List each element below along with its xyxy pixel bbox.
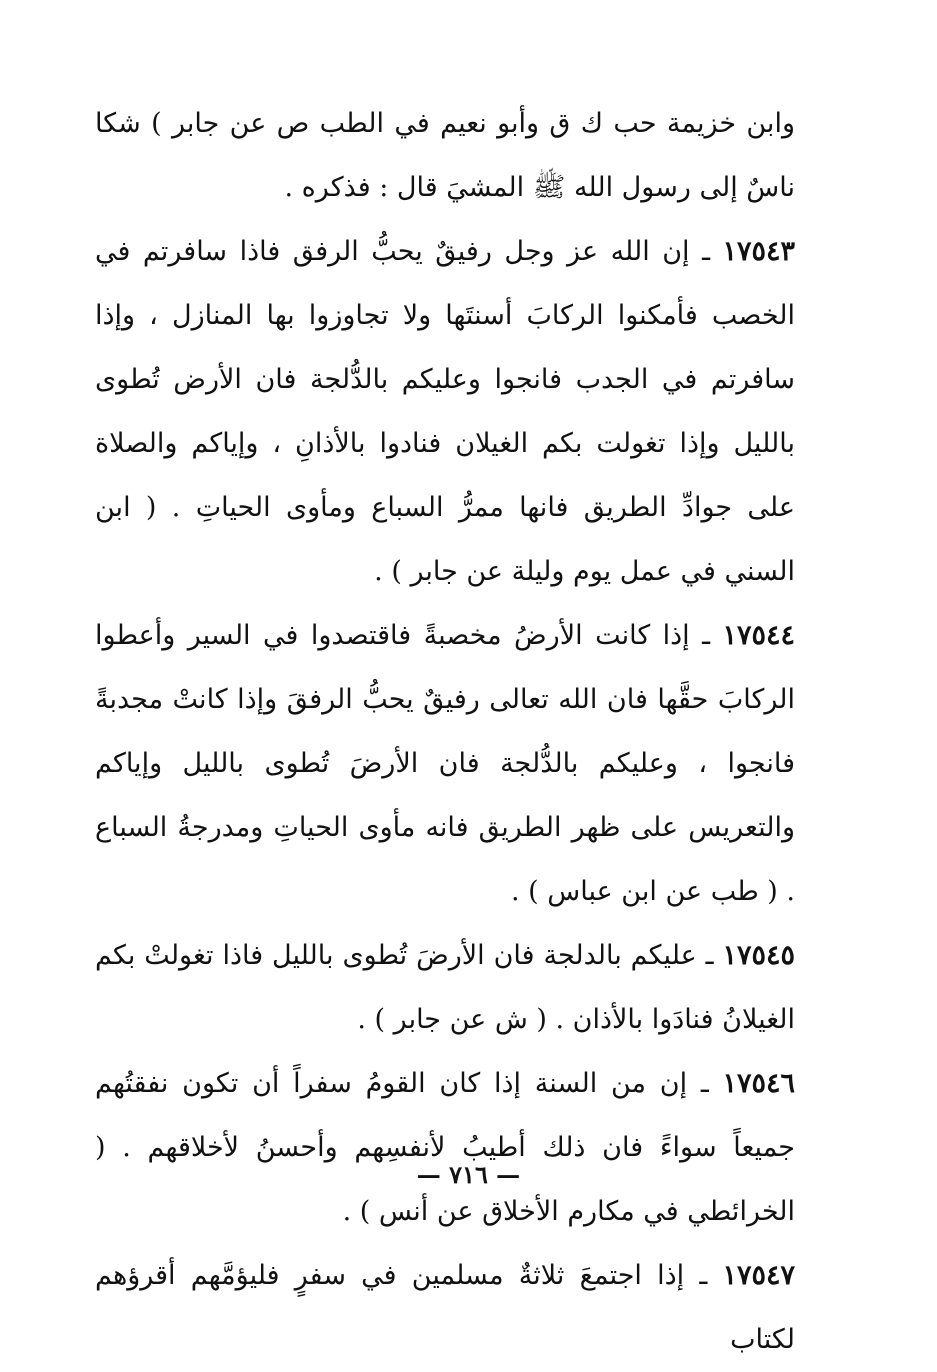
entry-number: ١٧٥٤٣ <box>722 236 796 267</box>
entry-number: ١٧٥٤٤ <box>722 620 795 651</box>
hadith-entry-17544 <box>95 604 795 924</box>
paragraph-text: وابن خزيمة حب ك ق وأبو نعيم في الطب ص عن جابر ) شكا ناسٌ إلى رسول الله ﷺ المشيَ قال : فذكره . <box>95 108 795 203</box>
hadith-entry-17545 <box>95 924 795 1052</box>
entry-text: ـ إذا اجتمعَ ثلاثةٌ مسلمين في سفرٍ فليؤمَّهم أقرؤهم لكتاب <box>95 1260 795 1355</box>
hadith-entry-17547 <box>95 1244 795 1372</box>
page-number: — ٧١٦ — <box>416 1160 521 1189</box>
entry-number: ١٧٥٤٥ <box>722 940 795 971</box>
entry-number: ١٧٥٤٦ <box>722 1068 795 1099</box>
entry-text: ـ عليكم بالدلجة فان الأرضَ تُطوى بالليل فاذا تغولتْ بكم الغيلانُ فنادَوا بالأذان . ( ش عن جابر ) . <box>95 940 795 1035</box>
entry-text: ـ إذا كانت الأرضُ مخصبةً فاقتصدوا في السير وأعطوا الركابَ حقَّها فان الله تعالى رفيقٌ يحبُّ الرفقَ وإذا كانتْ مجدبةً فانجوا ، وعليكم بالدُّلجة فان الأرضَ تُطوى بالليل وإياكم والتعريس على ظهر الطريق فانه مأوى الحياتِ ومدرجةُ السباع . ( طب عن ابن عباس ) . <box>95 620 795 907</box>
entry-number: ١٧٥٤٧ <box>722 1260 795 1291</box>
paragraph-continuation <box>95 92 795 220</box>
hadith-entry-17546 <box>95 1052 795 1244</box>
hadith-entry-17543 <box>95 220 795 604</box>
entry-text: ـ إن الله عز وجل رفيقٌ يحبُّ الرفق فاذا سافرتم في الخصب فأمكنوا الركابَ أسنتَها ولا تجاوزوا بها المنازل ، وإذا سافرتم في الجدب فانجوا وعليكم بالدُّلجة فان الأرض تُطوى بالليل وإذا تغولت بكم الغيلان فنادوا بالأذانِ ، وإياكم والصلاة على جوادِّ الطريق فانها ممرُّ السباع ومأوى الحياتِ . ( ابن السني في عمل يوم وليلة عن جابر ) . <box>95 236 795 587</box>
entry-text: ـ إن من السنة إذا كان القومُ سفراً أن تكون نفقتُهم جميعاً سواءً فان ذلك أطيبُ لأنفسِهم وأحسنُ لأخلاقهم . ( الخرائطي في مكارم الأخلاق عن أنس ) . <box>95 1068 795 1227</box>
